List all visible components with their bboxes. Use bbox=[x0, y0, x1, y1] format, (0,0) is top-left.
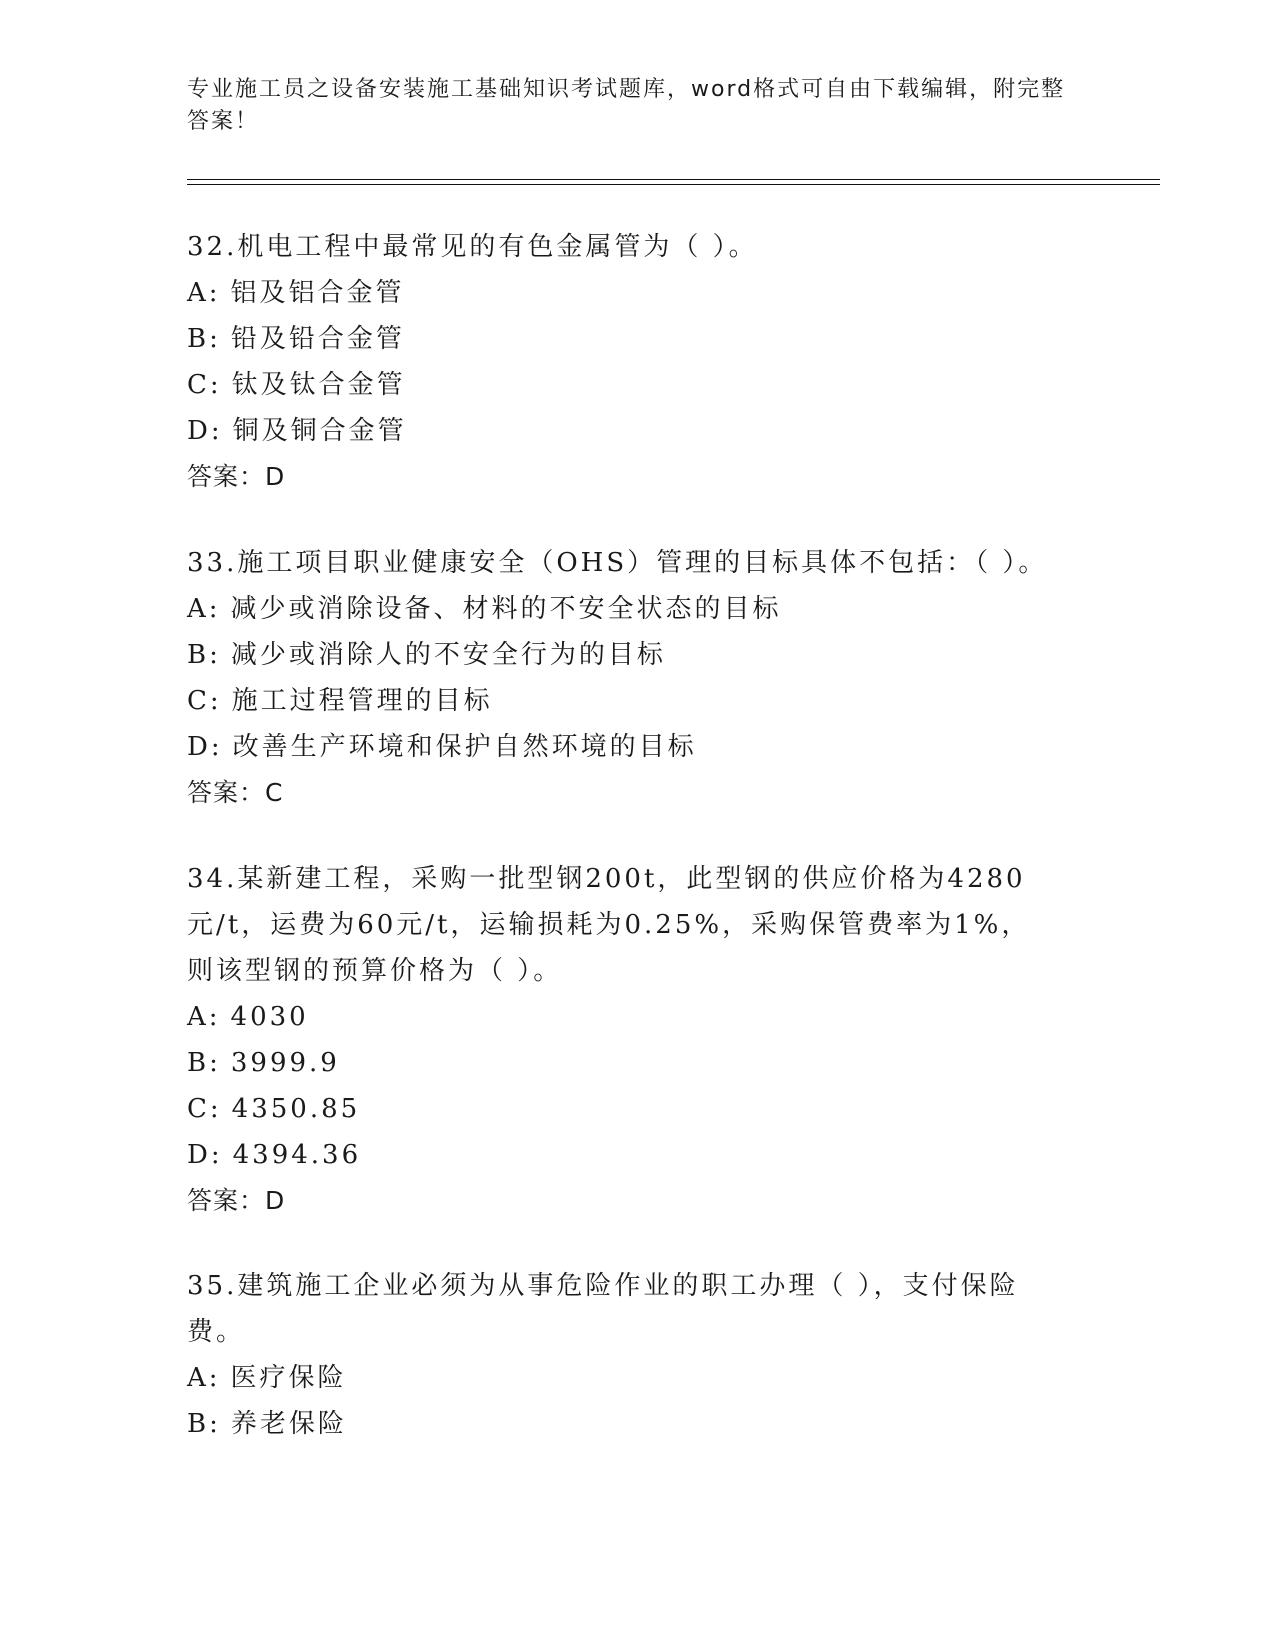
question-stem: 32.机电工程中最常见的有色金属管为（ ）。 bbox=[187, 232, 758, 262]
option-letter: A: bbox=[187, 1002, 221, 1032]
option-text: 施工过程管理的目标 bbox=[231, 686, 493, 716]
option-text: 养老保险 bbox=[230, 1409, 347, 1439]
question-34 bbox=[187, 856, 1047, 1224]
option-text: 铝及铝合金管 bbox=[230, 278, 405, 308]
option-letter: C: bbox=[187, 1094, 222, 1124]
question-stem: 34.某新建工程，采购一批型钢200t，此型钢的供应价格为4280元/t，运费为60元/t，运输损耗为0.25%，采购保管费率为1%，则该型钢的预算价格为（ ）。 bbox=[187, 864, 1031, 986]
question-33 bbox=[187, 540, 1087, 816]
option-text: 铜及铜合金管 bbox=[232, 416, 407, 446]
option-text: 减少或消除人的不安全行为的目标 bbox=[230, 640, 666, 670]
option-letter: D: bbox=[187, 1140, 223, 1170]
answer-line: 答案：C bbox=[187, 778, 284, 807]
option-c bbox=[187, 1086, 1047, 1132]
option-c bbox=[187, 678, 1087, 724]
header-divider-bottom bbox=[187, 184, 1160, 185]
option-letter: C: bbox=[187, 686, 222, 716]
option-b bbox=[187, 316, 1087, 362]
option-letter: A: bbox=[187, 1363, 221, 1393]
answer-line: 答案：D bbox=[187, 462, 286, 491]
option-letter: B: bbox=[187, 324, 221, 354]
option-letter: A: bbox=[187, 594, 221, 624]
question-35 bbox=[187, 1263, 1047, 1447]
option-letter: D: bbox=[187, 416, 223, 446]
option-d bbox=[187, 1132, 1047, 1178]
option-a bbox=[187, 994, 1047, 1040]
option-letter: C: bbox=[187, 370, 222, 400]
header-divider-top bbox=[187, 179, 1160, 180]
option-text: 3999.9 bbox=[230, 1048, 340, 1078]
document-header: 专业施工员之设备安装施工基础知识考试题库，word格式可自由下载编辑，附完整答案！ bbox=[187, 77, 1066, 134]
option-text: 医疗保险 bbox=[230, 1363, 347, 1393]
question-32 bbox=[187, 224, 1087, 500]
option-a bbox=[187, 1355, 1047, 1401]
option-d bbox=[187, 724, 1087, 770]
option-a bbox=[187, 270, 1087, 316]
option-letter: B: bbox=[187, 640, 221, 670]
option-text: 改善生产环境和保护自然环境的目标 bbox=[232, 732, 697, 762]
option-letter: D: bbox=[187, 732, 223, 762]
option-text: 4350.85 bbox=[231, 1094, 361, 1124]
option-d bbox=[187, 408, 1087, 454]
option-text: 钛及钛合金管 bbox=[231, 370, 406, 400]
answer-line: 答案：D bbox=[187, 1186, 286, 1215]
option-text: 铅及铅合金管 bbox=[230, 324, 405, 354]
option-letter: B: bbox=[187, 1409, 221, 1439]
option-b bbox=[187, 1401, 1047, 1447]
option-b bbox=[187, 632, 1087, 678]
option-b bbox=[187, 1040, 1047, 1086]
question-stem: 33.施工项目职业健康安全（OHS）管理的目标具体不包括：（ ）。 bbox=[187, 548, 1048, 578]
option-text: 减少或消除设备、材料的不安全状态的目标 bbox=[230, 594, 782, 624]
option-text: 4394.36 bbox=[232, 1140, 362, 1170]
option-text: 4030 bbox=[230, 1002, 309, 1032]
option-letter: A: bbox=[187, 278, 221, 308]
question-stem: 35.建筑施工企业必须为从事危险作业的职工办理（ ），支付保险费。 bbox=[187, 1271, 1019, 1347]
option-c bbox=[187, 362, 1087, 408]
option-a bbox=[187, 586, 1087, 632]
option-letter: B: bbox=[187, 1048, 221, 1078]
